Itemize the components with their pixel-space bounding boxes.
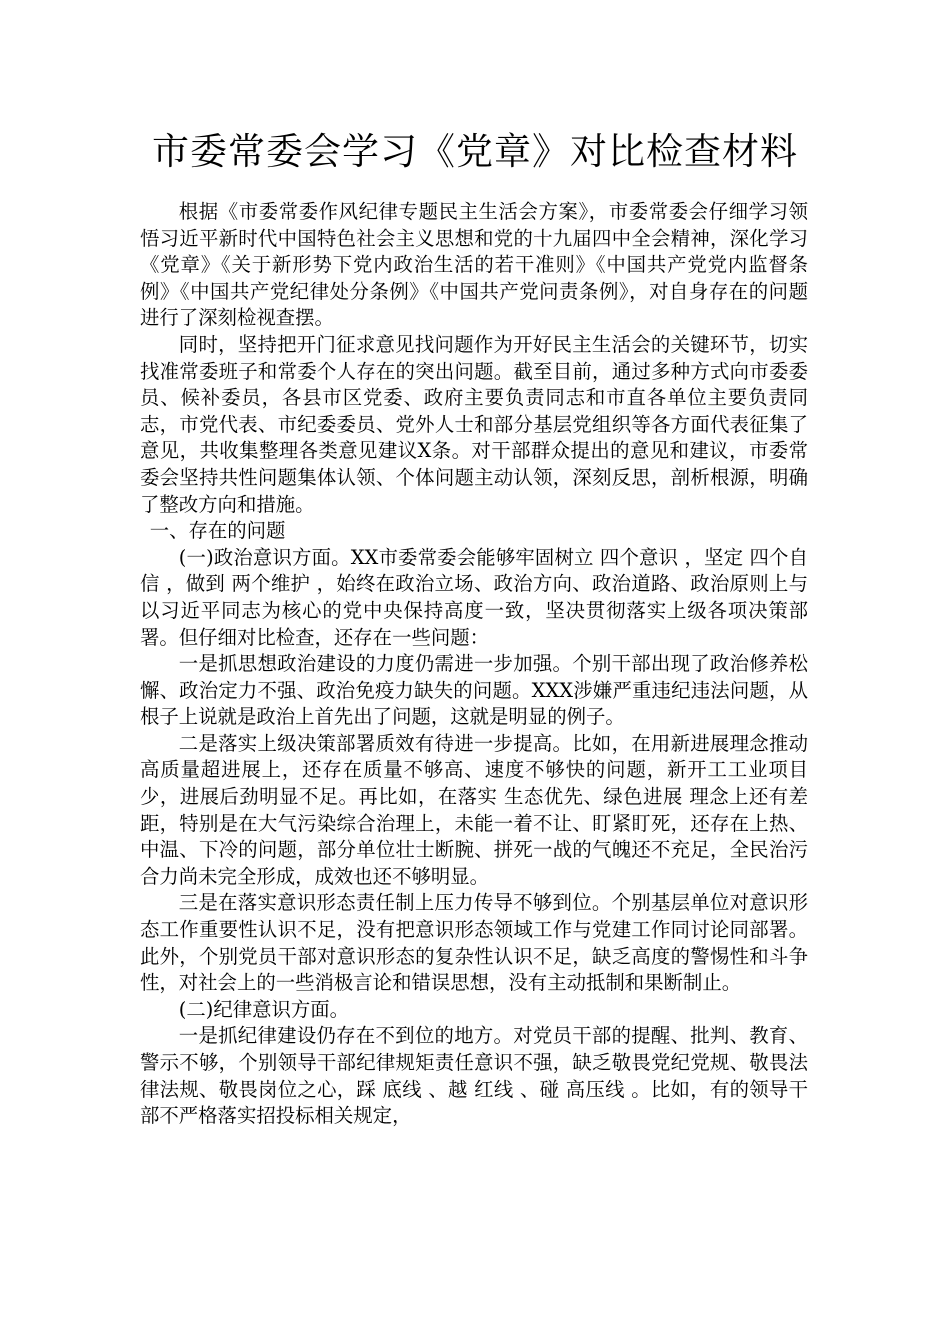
paragraph-feedback: 同时，坚持把开门征求意见找问题作为开好民主生活会的关键环节，切实找准常委班子和常委个人存在的突出问题。截至目前，通过多种方式向市委委员、候补委员，各县市区党委、政府主要负责同志和市直各单位主要负责同志，市党代表、市纪委委员、党外人士和部分基层党组织等各方面代表征集了意见，共收集整理各类意见建议X条。对干部群众提出的意见和建议，市委常委会坚持共性问题集体认领、个体问题主动认领，深刻反思，剖析根源，明确了整改方向和措施。 — [140, 332, 808, 516]
paragraph-political-awareness: (一)政治意识方面。XX市委常委会能够牢固树立 四个意识 ，坚定 四个自信 ，做到 两个维护 ，始终在政治立场、政治方向、政治道路、政治原则上与以习近平同志为核心的党中央保持高度一致，坚决贯彻落实上级各项决策部署。但仔细对比检查，还存在一些问题： — [140, 545, 808, 649]
section-heading-problems: 一、存在的问题 — [149, 519, 286, 543]
paragraph-point-three: 三是在落实意识形态责任制上压力传导不够到位。个别基层单位对意识形态工作重要性认识不足，没有把意识形态领域工作与党建工作同讨论同部署。此外，个别党员干部对意识形态的复杂性认识不足，缺乏高度的警惕性和斗争性，对社会上的一些消极言论和错误思想，没有主动抵制和果断制止。 — [140, 891, 808, 995]
paragraph-point-two: 二是落实上级决策部署质效有待进一步提高。比如，在用新进展理念推动高质量超进展上，还存在质量不够高、速度不够快的问题，新开工工业项目少，进展后劲明显不足。再比如，在落实 生态优先、绿色进展 理念上还有差距，特别是在大气污染综合治理上，未能一着不让、盯紧盯死，还存在上热、中温、下冷的问题，部分单位壮士断腕、拼死一战的气魄还不充足，全民治污合力尚未完全形成，成效也还不够明显。 — [140, 731, 808, 888]
paragraph-discipline-one: 一是抓纪律建设仍存在不到位的地方。对党员干部的提醒、批判、教育、警示不够，个别领导干部纪律规矩责任意识不强，缺乏敬畏党纪党规、敬畏法律法规、敬畏岗位之心，踩 底线 、越 红线 、碰 高压线 。比如，有的领导干部不严格落实招投标相关规定， — [140, 1024, 808, 1128]
document-title: 市委常委会学习《党章》对比检查材料 — [152, 130, 798, 173]
paragraph-point-one: 一是抓思想政治建设的力度仍需进一步加强。个别干部出现了政治修养松懈、政治定力不强、政治免疫力缺失的问题。XXX涉嫌严重违纪违法问题，从根子上说就是政治上首先出了问题，这就是明显的例子。 — [140, 652, 808, 729]
document-body — [140, 199, 808, 1130]
subheading-discipline: (二)纪律意识方面。 — [178, 997, 350, 1021]
paragraph-intro: 根据《市委常委作风纪律专题民主生活会方案》，市委常委会仔细学习领悟习近平新时代中国特色社会主义思想和党的十九届四中全会精神，深化学习《党章》《关于新形势下党内政治生活的若干准则》《中国共产党党内监督条例》《中国共产党纪律处分条例》《中国共产党问责条例》，对自身存在的问题进行了深刻检视查摆。 — [140, 200, 808, 330]
